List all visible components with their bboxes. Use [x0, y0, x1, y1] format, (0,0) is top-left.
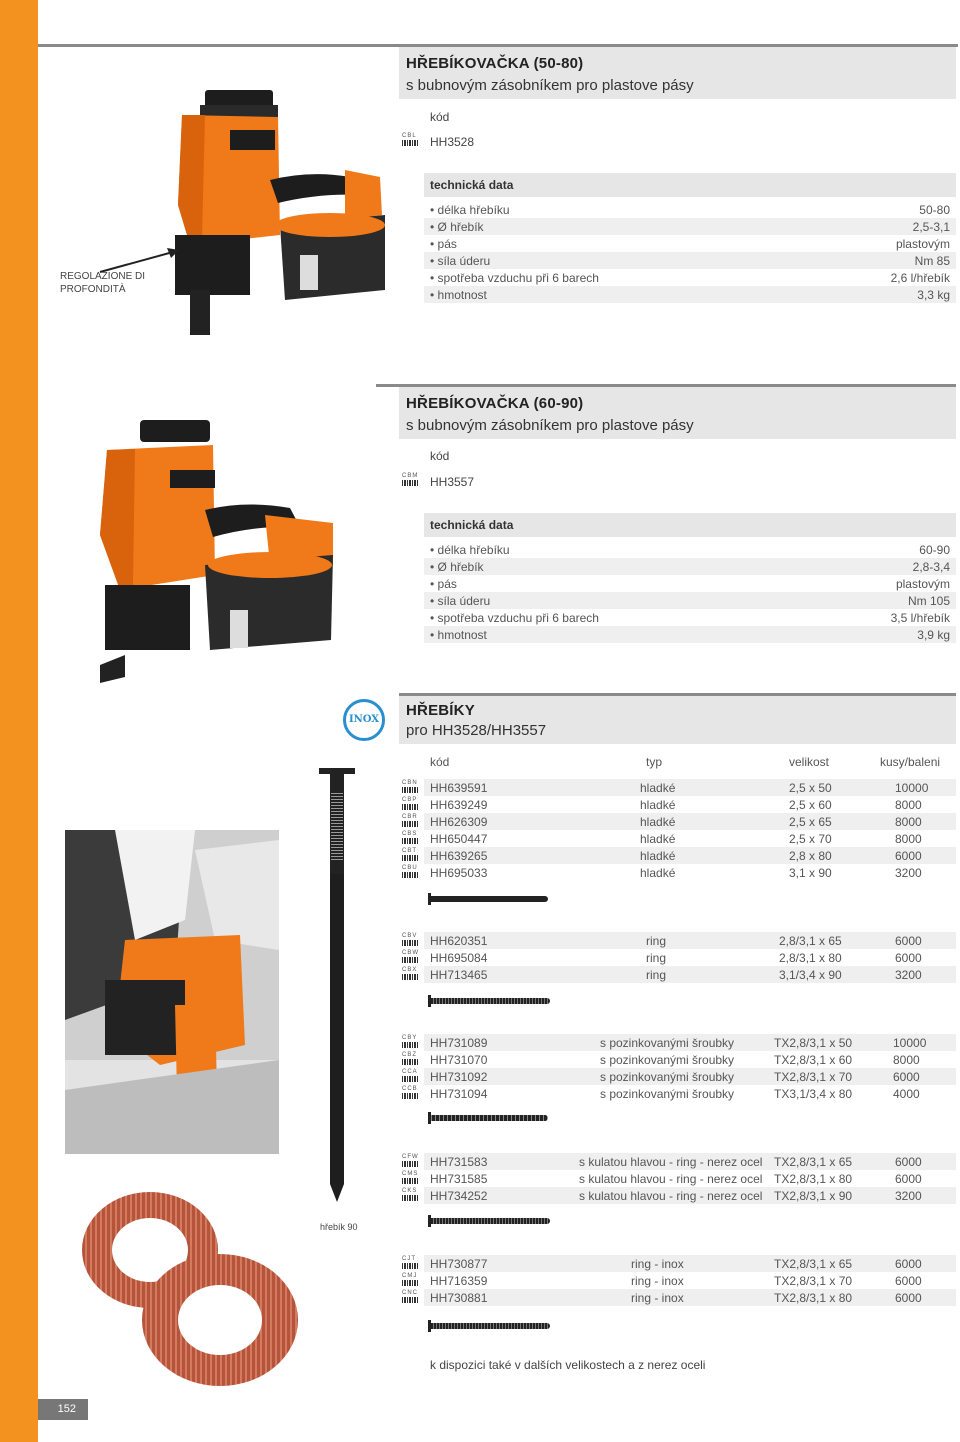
ring-nail-illustration	[428, 998, 550, 1004]
cell-code: HH695033	[430, 866, 488, 880]
barcode-icon: CBX	[402, 967, 418, 981]
column-header-qty: kusy/baleni	[880, 755, 941, 769]
cell-size: 2,8/3,1 x 65	[779, 934, 842, 948]
cell-size: 2,5 x 70	[789, 832, 832, 846]
spec-value: 3,9 kg	[917, 628, 950, 642]
product-title-bar	[399, 387, 956, 439]
spec-label: • Ø hřebík	[430, 560, 484, 574]
cell-code: HH730877	[430, 1257, 488, 1271]
cell-code: HH731583	[430, 1155, 488, 1169]
cell-qty: 6000	[895, 1257, 922, 1271]
nailer-tool-image	[95, 415, 340, 685]
cell-qty: 6000	[895, 951, 922, 965]
barcode-icon: CBN	[402, 780, 418, 794]
worker-photo	[65, 830, 279, 1154]
table-row	[424, 830, 956, 847]
column-header-size: velikost	[789, 755, 830, 769]
cell-type: hladké	[640, 781, 676, 795]
product-subtitle: s bubnovým zásobníkem pro plastove pásy	[406, 77, 694, 94]
orange-side-strip	[0, 0, 38, 1442]
cell-qty: 8000	[893, 1053, 920, 1067]
nails-title-bar	[399, 696, 956, 744]
cell-qty: 10000	[893, 1036, 927, 1050]
spec-row	[424, 541, 956, 558]
table-row	[424, 1255, 956, 1272]
barcode-icon: CKS	[402, 1188, 418, 1202]
spec-value: 2,6 l/hřebík	[890, 271, 950, 285]
table-row	[424, 1085, 956, 1102]
spec-label: • spotřeba vzduchu při 6 barech	[430, 611, 599, 625]
cell-qty: 8000	[895, 832, 922, 846]
cell-type: s pozinkovanými šroubky	[600, 1070, 735, 1084]
cell-type: ring	[646, 951, 667, 965]
cell-qty: 6000	[895, 1155, 922, 1169]
barcode-icon: CMS	[402, 1171, 418, 1185]
barcode-icon: CNC	[402, 1290, 418, 1304]
spec-row	[424, 592, 956, 609]
barcode-icon: CBW	[402, 950, 418, 964]
cell-code: HH731094	[430, 1087, 488, 1101]
cell-type: ring - inox	[631, 1274, 684, 1288]
cell-code: HH734252	[430, 1189, 488, 1203]
table-row	[424, 779, 956, 796]
cell-type: hladké	[640, 815, 676, 829]
cell-type: ring - inox	[631, 1257, 684, 1271]
inox-ring-nail-illustration	[428, 1323, 550, 1329]
product-code: HH3557	[430, 475, 475, 489]
spec-value: 60-90	[919, 543, 950, 557]
barcode-icon: CCB	[402, 1086, 418, 1100]
spec-label: • pás	[430, 577, 457, 591]
tech-data-header: technická data	[424, 173, 956, 197]
nailer-tool-image	[160, 85, 390, 340]
cell-type: hladké	[640, 798, 676, 812]
spec-value: 2,5-3,1	[912, 220, 950, 234]
spec-label: • síla úderu	[430, 594, 491, 608]
tech-data-header: technická data	[424, 513, 956, 537]
nail-caption: hřebík 90	[320, 1222, 358, 1232]
nails-subtitle: pro HH3528/HH3557	[406, 722, 547, 739]
cell-size: 2,8/3,1 x 80	[779, 951, 842, 965]
cell-qty: 8000	[895, 815, 922, 829]
nails-title: HŘEBÍKY	[406, 702, 475, 719]
spec-value: 3,5 l/hřebík	[890, 611, 950, 625]
cell-type: hladké	[640, 866, 676, 880]
table-row	[424, 796, 956, 813]
table-row	[424, 1068, 956, 1085]
table-row	[424, 966, 956, 983]
cell-code: HH731092	[430, 1070, 488, 1084]
barcode-icon: CJT	[402, 1256, 418, 1270]
column-header-code: kód	[430, 755, 450, 769]
cell-size: TX2,8/3,1 x 65	[774, 1257, 853, 1271]
table-row	[424, 1289, 956, 1306]
cell-code: HH639249	[430, 798, 488, 812]
cell-code: HH713465	[430, 968, 488, 982]
barcode-icon: CBU	[402, 865, 418, 879]
page-number: 152	[38, 1399, 88, 1420]
cell-qty: 3200	[895, 968, 922, 982]
spec-row	[424, 218, 956, 235]
spec-value: 2,8-3,4	[912, 560, 950, 574]
cell-qty: 6000	[895, 934, 922, 948]
spec-value: Nm 105	[907, 594, 950, 608]
cell-code: HH731070	[430, 1053, 488, 1067]
cell-code: HH620351	[430, 934, 488, 948]
cell-type: ring - inox	[631, 1291, 684, 1305]
cell-size: 2,5 x 50	[789, 781, 832, 795]
smooth-nail-illustration	[428, 896, 548, 902]
cell-type: ring	[646, 934, 667, 948]
spec-row	[424, 609, 956, 626]
spec-label: • pás	[430, 237, 457, 251]
availability-footnote: k dispozici také v dalších velikostech a z nerez oceli	[430, 1358, 706, 1372]
table-row	[424, 864, 956, 881]
cell-size: 2,5 x 60	[789, 798, 832, 812]
cell-code: HH639591	[430, 781, 488, 795]
round-head-ring-nail-illustration	[428, 1218, 550, 1224]
column-header-type: typ	[646, 755, 663, 769]
table-row	[424, 949, 956, 966]
spec-label: • délka hřebíku	[430, 203, 510, 217]
table-row	[424, 932, 956, 949]
product-code: HH3528	[430, 135, 475, 149]
spec-row	[424, 286, 956, 303]
barcode-icon: CBZ	[402, 1052, 418, 1066]
cell-code: HH731585	[430, 1172, 488, 1186]
spec-value: Nm 85	[914, 254, 950, 268]
cell-size: TX2,8/3,1 x 80	[774, 1291, 853, 1305]
cell-qty: 6000	[895, 1172, 922, 1186]
spec-label: • síla úderu	[430, 254, 491, 268]
nail-coil-photo	[80, 1180, 300, 1390]
spec-row	[424, 201, 956, 218]
product-title: HŘEBÍKOVAČKA (50-80)	[406, 55, 584, 72]
table-row	[424, 1051, 956, 1068]
table-row	[424, 1187, 956, 1204]
cell-size: TX2,8/3,1 x 70	[774, 1070, 853, 1084]
depth-adjustment-label: REGOLAZIONE DI PROFONDITÀ	[60, 271, 146, 295]
barcode-icon: CBS	[402, 831, 418, 845]
barcode-icon: CBT	[402, 848, 418, 862]
cell-size: TX2,8/3,1 x 65	[774, 1155, 853, 1169]
cell-size: TX2,8/3,1 x 60	[774, 1053, 853, 1067]
cell-qty: 6000	[895, 1291, 922, 1305]
cell-type: ring	[646, 968, 667, 982]
cell-type: s kulatou hlavou - ring - nerez ocel	[579, 1189, 763, 1203]
spec-label: • spotřeba vzduchu při 6 barech	[430, 271, 599, 285]
cell-code: HH626309	[430, 815, 488, 829]
cell-code: HH730881	[430, 1291, 488, 1305]
barcode-icon: CBP	[402, 797, 418, 811]
cell-code: HH650447	[430, 832, 488, 846]
product-title-bar	[399, 47, 956, 99]
spec-row	[424, 626, 956, 643]
cell-qty: 8000	[895, 798, 922, 812]
cell-type: s pozinkovanými šroubky	[600, 1036, 735, 1050]
spec-row	[424, 558, 956, 575]
cell-code: HH695084	[430, 951, 488, 965]
barcode-icon: CBM	[402, 473, 418, 487]
cell-qty: 10000	[895, 781, 929, 795]
product-subtitle: s bubnovým zásobníkem pro plastove pásy	[406, 417, 694, 434]
cell-type: s pozinkovanými šroubky	[600, 1087, 735, 1101]
cell-qty: 3200	[895, 866, 922, 880]
large-nail-illustration	[316, 766, 358, 1206]
cell-size: 3,1/3,4 x 90	[779, 968, 842, 982]
barcode-icon: CBR	[402, 814, 418, 828]
cell-code: HH731089	[430, 1036, 488, 1050]
cell-type: hladké	[640, 849, 676, 863]
cell-qty: 6000	[895, 849, 922, 863]
barcode-icon: CBL	[402, 133, 418, 147]
cell-qty: 6000	[895, 1274, 922, 1288]
cell-type: hladké	[640, 832, 676, 846]
cell-size: 2,8 x 80	[789, 849, 832, 863]
barcode-icon: CFW	[402, 1154, 418, 1168]
spec-label: • Ø hřebík	[430, 220, 484, 234]
cell-size: TX2,8/3,1 x 70	[774, 1274, 853, 1288]
spec-value: plastovým	[895, 237, 950, 251]
cell-qty: 3200	[895, 1189, 922, 1203]
spec-label: • hmotnost	[430, 288, 487, 302]
spec-value: plastovým	[895, 577, 950, 591]
product-title: HŘEBÍKOVAČKA (60-90)	[406, 395, 584, 412]
cell-type: s kulatou hlavou - ring - nerez ocel	[579, 1155, 763, 1169]
screw-nail-illustration	[428, 1115, 548, 1121]
cell-code: HH716359	[430, 1274, 488, 1288]
spec-row	[424, 235, 956, 252]
cell-size: TX2,8/3,1 x 50	[774, 1036, 853, 1050]
table-row	[424, 1170, 956, 1187]
spec-value: 50-80	[919, 203, 950, 217]
cell-qty: 4000	[893, 1087, 920, 1101]
cell-type: s kulatou hlavou - ring - nerez ocel	[579, 1172, 763, 1186]
cell-type: s pozinkovanými šroubky	[600, 1053, 735, 1067]
spec-row	[424, 575, 956, 592]
code-label: kód	[430, 449, 450, 463]
cell-size: 3,1 x 90	[789, 866, 832, 880]
inox-badge-icon: INOX	[343, 699, 385, 741]
table-row	[424, 1034, 956, 1051]
table-row	[424, 847, 956, 864]
spec-row	[424, 252, 956, 269]
table-row	[424, 1272, 956, 1289]
cell-code: HH639265	[430, 849, 488, 863]
barcode-icon: CBV	[402, 933, 418, 947]
cell-size: TX3,1/3,4 x 80	[774, 1087, 853, 1101]
barcode-icon: CCA	[402, 1069, 418, 1083]
spec-label: • délka hřebíku	[430, 543, 510, 557]
spec-label: • hmotnost	[430, 628, 487, 642]
cell-size: TX2,8/3,1 x 90	[774, 1189, 853, 1203]
cell-size: 2,5 x 65	[789, 815, 832, 829]
spec-row	[424, 269, 956, 286]
code-label: kód	[430, 110, 450, 124]
cell-qty: 6000	[893, 1070, 920, 1084]
barcode-icon: CBY	[402, 1035, 418, 1049]
table-row	[424, 1153, 956, 1170]
table-row	[424, 813, 956, 830]
cell-size: TX2,8/3,1 x 80	[774, 1172, 853, 1186]
barcode-icon: CMJ	[402, 1273, 418, 1287]
spec-value: 3,3 kg	[917, 288, 950, 302]
